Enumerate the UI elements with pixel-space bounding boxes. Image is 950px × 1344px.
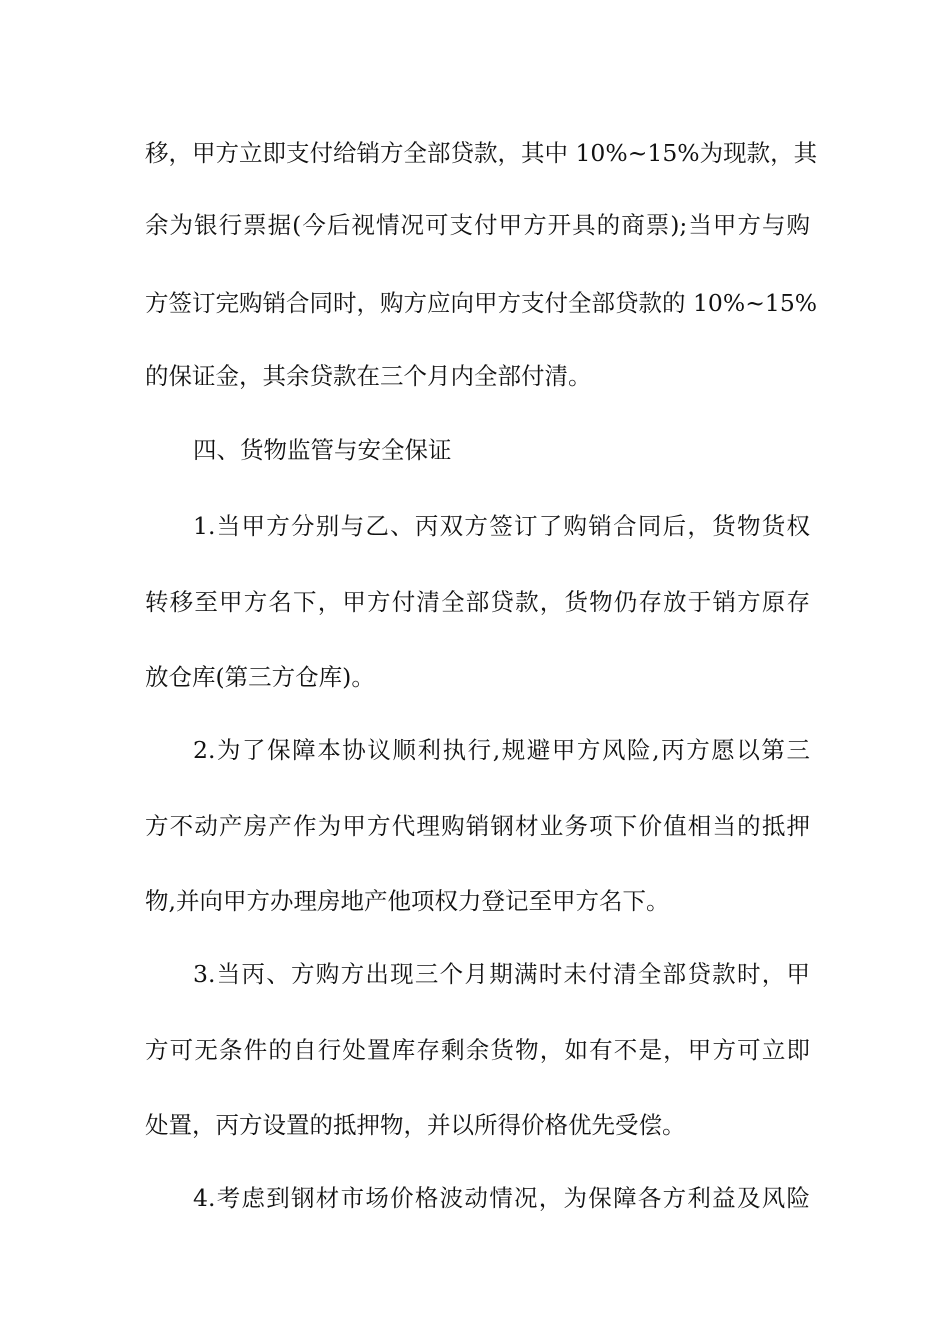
body-text-line: 处置，丙方设置的抵押物，并以所得价格优先受偿。 — [145, 1111, 686, 1139]
body-text-line: 方签订完购销合同时，购方应向甲方支付全部贷款的 10%~15% — [145, 289, 818, 317]
body-text-line: 余为银行票据(今后视情况可支付甲方开具的商票);当甲方与购 — [145, 211, 810, 239]
body-text-line: 4.考虑到钢材市场价格波动情况，为保障各方利益及风险 — [193, 1184, 810, 1212]
body-text-line: 方不动产房产作为甲方代理购销钢材业务项下价值相当的抵押 — [145, 812, 810, 840]
body-text-line: 1.当甲方分别与乙、丙双方签订了购销合同后，货物货权 — [193, 512, 810, 540]
body-text-line: 放仓库(第三方仓库)。 — [145, 663, 375, 691]
body-text-line: 方可无条件的自行处置库存剩余货物，如有不是，甲方可立即 — [145, 1036, 810, 1064]
body-text-line: 2.为了保障本协议顺利执行,规避甲方风险,丙方愿以第三 — [193, 736, 810, 764]
body-text-line: 3.当丙、方购方出现三个月期满时未付清全部贷款时，甲 — [193, 960, 810, 988]
body-text-line: 物,并向甲方办理房地产他项权力登记至甲方名下。 — [145, 887, 670, 915]
section-heading: 四、货物监管与安全保证 — [193, 436, 452, 464]
body-text-line: 移，甲方立即支付给销方全部贷款，其中 10%~15%为现款，其 — [145, 139, 818, 167]
body-text-line: 转移至甲方名下，甲方付清全部贷款，货物仍存放于销方原存 — [145, 588, 810, 616]
body-text-line: 的保证金，其余贷款在三个月内全部付清。 — [145, 362, 592, 390]
